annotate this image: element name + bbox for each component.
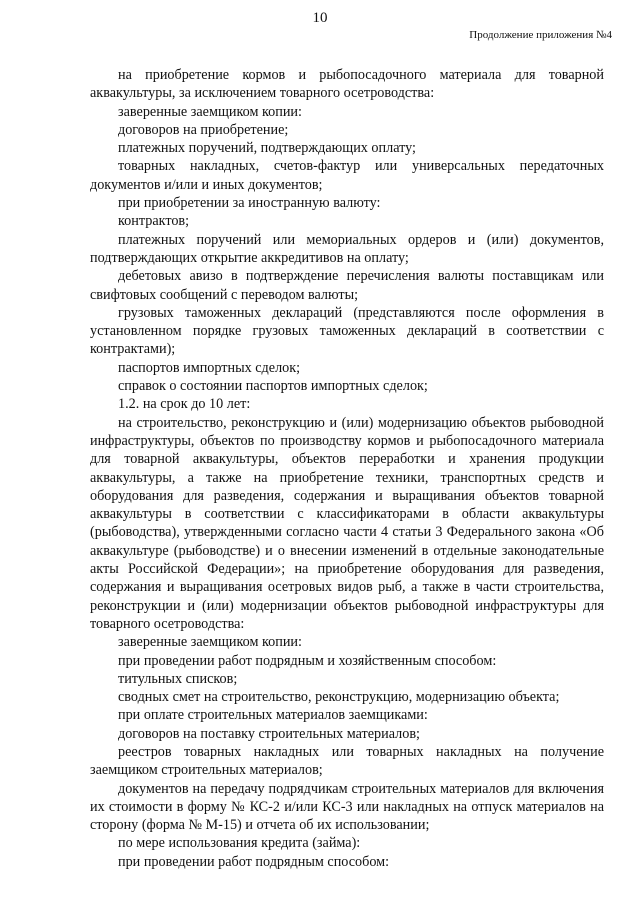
appendix-continuation-note: Продолжение приложения №4 bbox=[469, 29, 612, 41]
paragraph: при приобретении за иностранную валюту: bbox=[118, 195, 381, 212]
paragraph: документов на передачу подрядчикам строительных материалов для включения их стоимости в форму № КС-2 и/или КС-3 или накладных на отпуск материалов на сторону (форма № М-15) и отчета об их использовании; bbox=[90, 780, 604, 834]
paragraph: платежных поручений, подтверждающих оплату; bbox=[118, 140, 416, 157]
paragraph: справок о состоянии паспортов импортных сделок; bbox=[118, 378, 428, 395]
paragraph: реестров товарных накладных или товарных накладных на получение заемщиком строительных материалов; bbox=[90, 743, 604, 779]
paragraph: товарных накладных, счетов-фактур или универсальных передаточных документов и/или и иных документов; bbox=[90, 158, 604, 193]
paragraph: платежных поручений или мемориальных ордеров и (или) документов, подтверждающих открытие аккредитивов на оплату; bbox=[90, 231, 604, 266]
paragraph: заверенные заемщиком копии: bbox=[118, 634, 302, 651]
paragraph: грузовых таможенных деклараций (представляются после оформления в установленном порядке грузовых таможенных деклараций в соответствии с контрактами); bbox=[90, 304, 604, 358]
paragraph: контрактов; bbox=[118, 213, 190, 230]
section-heading: 1.2. на срок до 10 лет: bbox=[118, 396, 251, 413]
paragraph: договоров на поставку строительных материалов; bbox=[118, 725, 420, 742]
paragraph: дебетовых авизо в подтверждение перечисления валюты поставщикам или свифтовых сообщений с переводом валюты; bbox=[90, 268, 604, 303]
paragraph: титульных списков; bbox=[118, 670, 238, 687]
document-body bbox=[90, 66, 604, 871]
paragraph: на строительство, реконструкцию и (или) модернизацию объектов рыбоводной инфраструктуры, объектов по производству кормов и рыбопосадочного материала для товарной аквакультуры, объектов переработки и хранения продукции аквакультуры, а также на приобретение техники, транспортных средств и оборудования для разведения, содержания и выращивания объектов товарной аквакультуры в соответствии с классификаторами в области аквакультуры (рыбоводства), утвержденными согласно части 4 статьи 3 Федерального закона «Об аквакультуре (рыбоводстве) и о внесении изменений в отдельные законодательные акты Российской Федерации»; на приобретение оборудования для разведения, содержания и выращивания осетровых видов рыб, а также в части строительства, реконструкции и (или) модернизации объектов рыбоводной инфраструктуры для товарного осетроводства: bbox=[90, 414, 604, 632]
paragraph: при оплате строительных материалов заемщиками: bbox=[118, 707, 428, 724]
paragraph: при проведении работ подрядным способом: bbox=[118, 853, 390, 870]
paragraph: паспортов импортных сделок; bbox=[118, 359, 301, 376]
paragraph: договоров на приобретение; bbox=[118, 121, 289, 138]
page-number: 10 bbox=[312, 10, 328, 26]
paragraph: по мере использования кредита (займа): bbox=[118, 835, 361, 852]
paragraph: на приобретение кормов и рыбопосадочного материала для товарной аквакультуры, за исключением товарного осетроводства: bbox=[90, 67, 604, 102]
paragraph: заверенные заемщиком копии: bbox=[118, 103, 302, 120]
paragraph: сводных смет на строительство, реконструкцию, модернизацию объекта; bbox=[118, 689, 560, 706]
paragraph: при проведении работ подрядным и хозяйственным способом: bbox=[118, 652, 497, 669]
